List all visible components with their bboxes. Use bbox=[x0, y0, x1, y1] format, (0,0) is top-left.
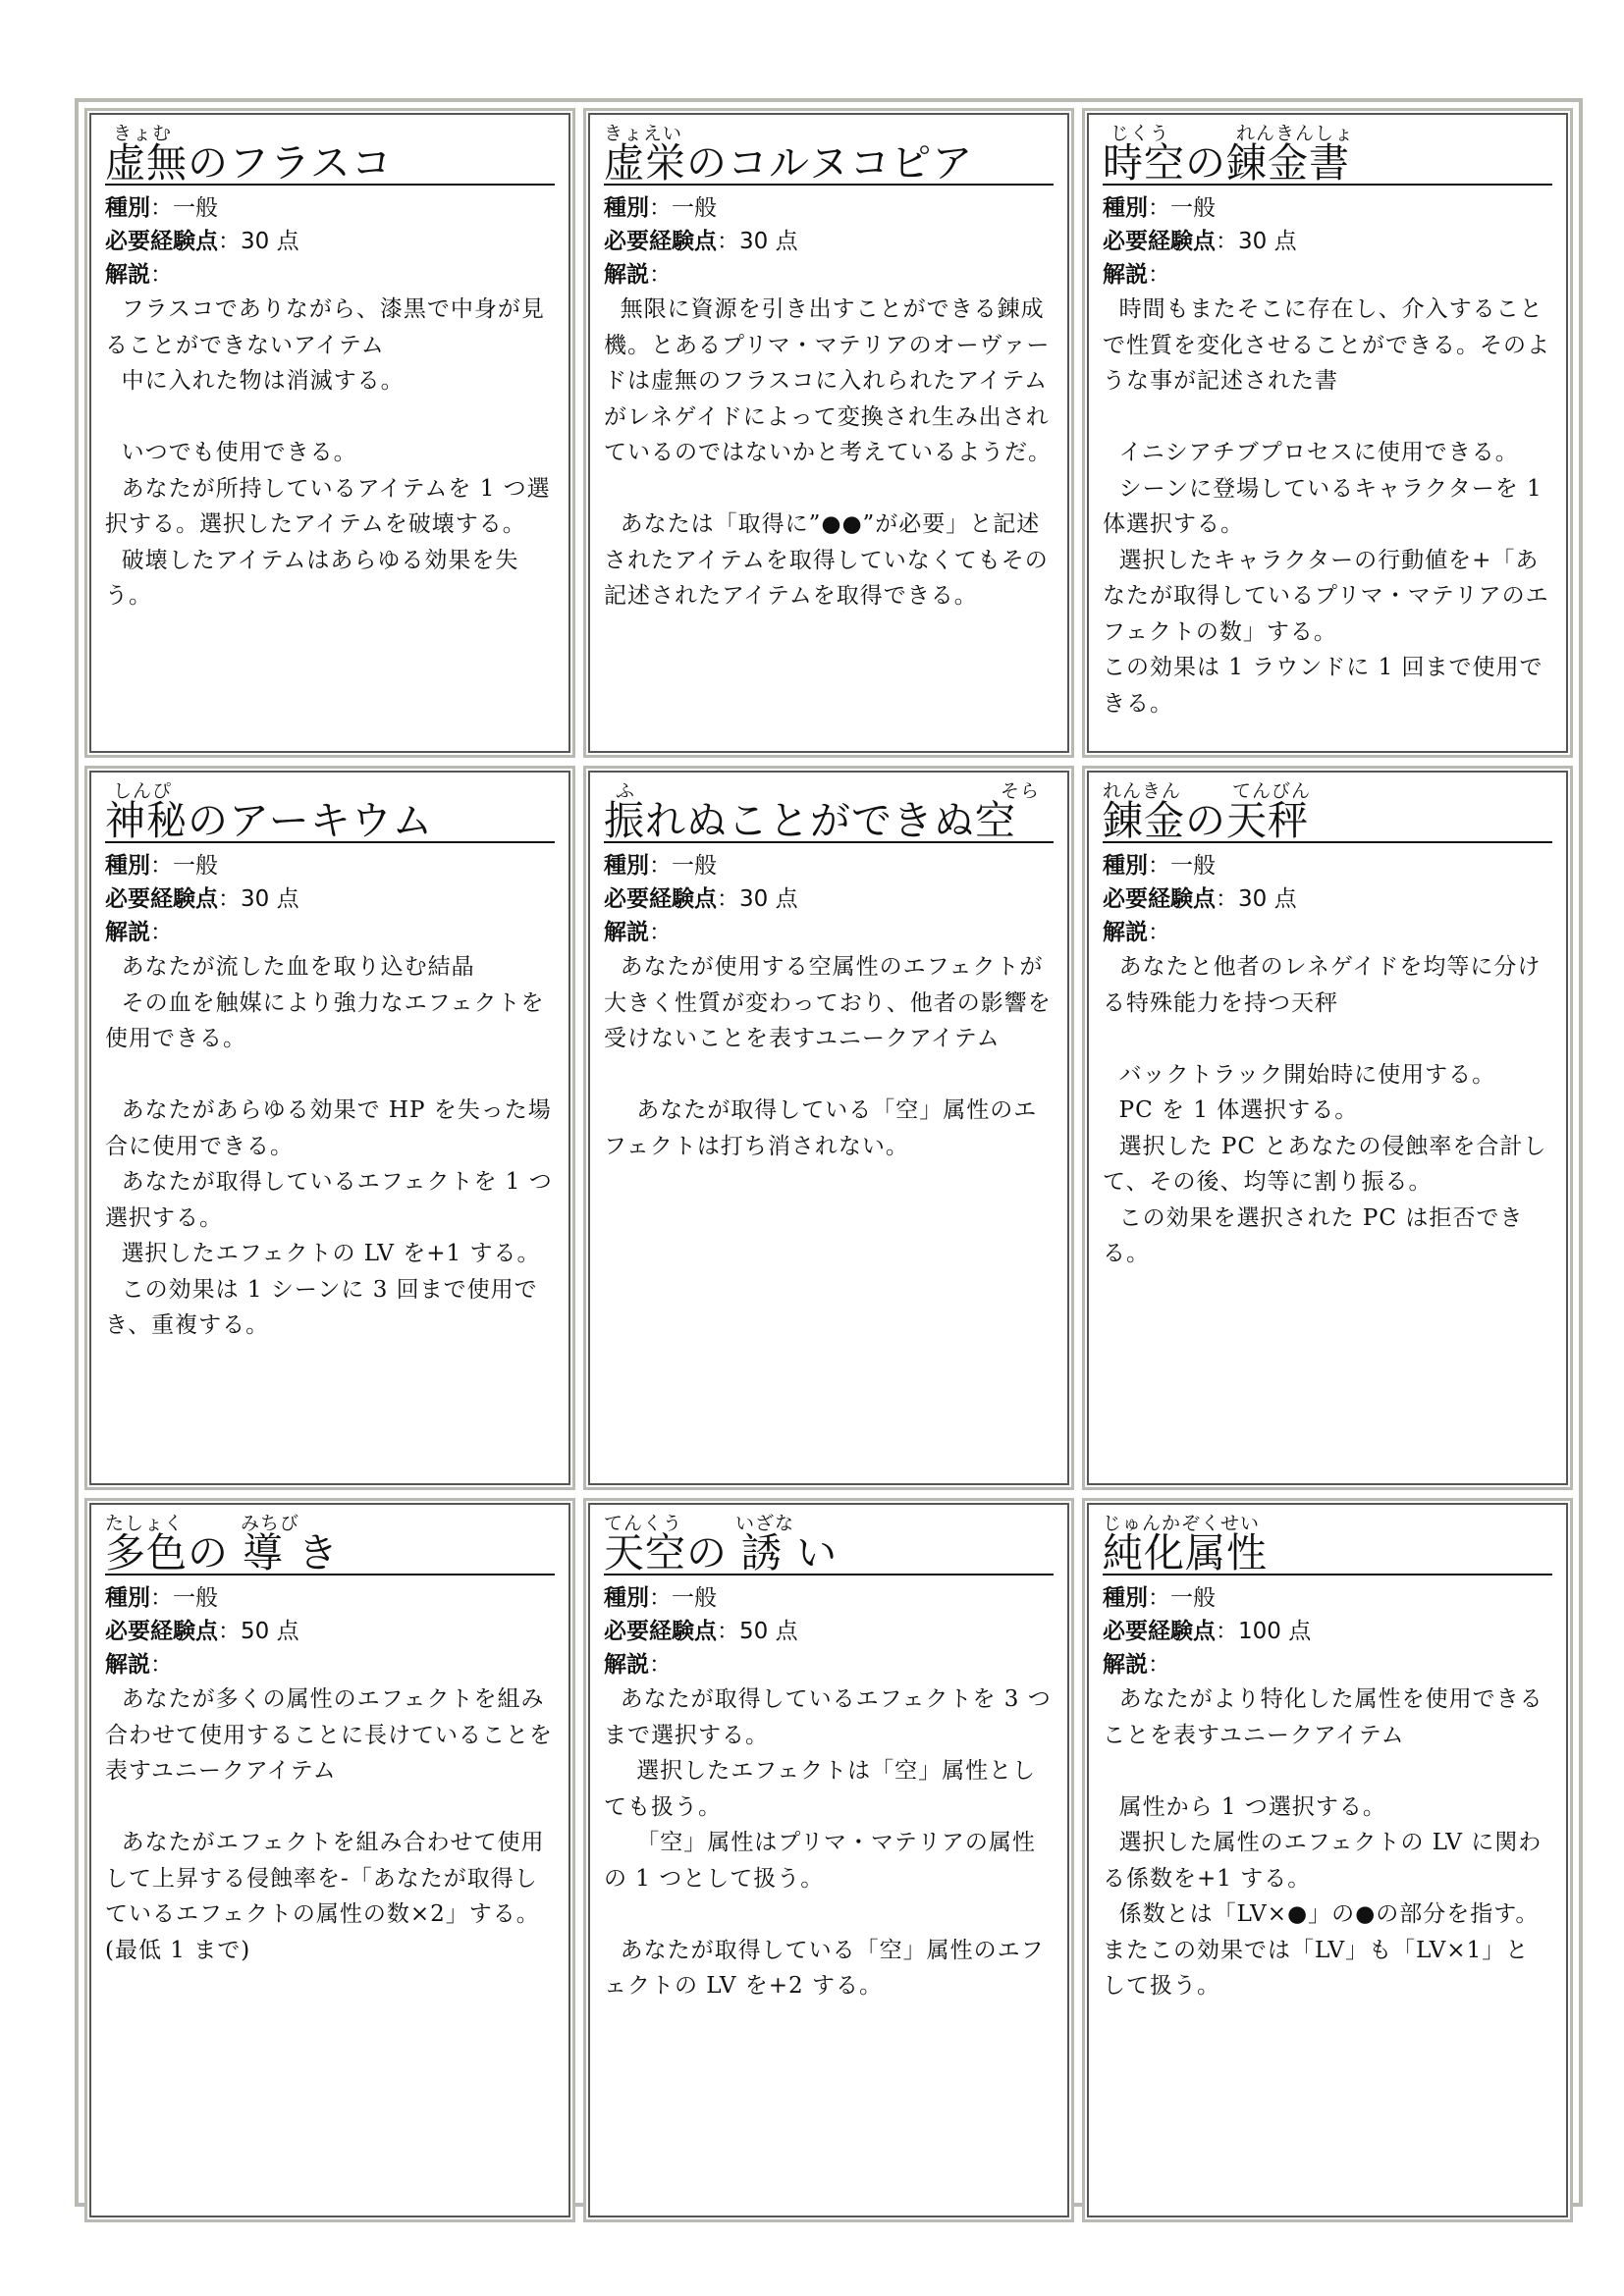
card-title-area bbox=[1103, 782, 1552, 843]
title-ruby: きょえい bbox=[604, 123, 683, 144]
card-title-area bbox=[105, 782, 555, 843]
card-description: あなたが使用する空属性のエフェクトが大きく性質が変わっており、他者の影響を受けないことを表すユニークアイテム あなたが取得している「空」属性のエフェクトは打ち消されない。 bbox=[604, 954, 1052, 1159]
card-desc-line bbox=[1103, 1648, 1552, 1682]
title-ruby: じくう bbox=[1110, 123, 1170, 144]
card-type-line bbox=[1103, 191, 1552, 225]
type-value: 一般 bbox=[672, 195, 717, 221]
exp-value: 100 点 bbox=[1238, 1619, 1312, 1644]
exp-label: 必要経験点 bbox=[105, 886, 218, 912]
card-exp-line bbox=[105, 1615, 555, 1648]
exp-sep: ： bbox=[218, 229, 241, 254]
type-label: 種別 bbox=[604, 853, 649, 879]
type-value: 一般 bbox=[1170, 1585, 1216, 1611]
type-sep: ： bbox=[150, 853, 173, 879]
card-title: 振れぬことができぬ空 bbox=[604, 797, 1016, 844]
card-exp-line bbox=[105, 225, 555, 258]
item-card bbox=[583, 108, 1074, 758]
exp-label: 必要経験点 bbox=[1103, 229, 1216, 254]
type-sep: ： bbox=[1148, 195, 1170, 221]
card-description: あなたが流した血を取り込む結晶 その血を触媒により強力なエフェクトを使用できる。 あなたがあらゆる効果で HP を失った場合に使用できる。 あなたが取得しているエフェクトを 1 つ選択する。 選択したエフェクトの LV を+1 する。 この効果は 1 シーンに 3 回まで使用でき、重複する。 bbox=[105, 954, 553, 1338]
title-ruby: れんきんしょ bbox=[1236, 123, 1355, 144]
title-ruby: たしょく bbox=[105, 1513, 185, 1534]
desc-label: 解説 bbox=[105, 1652, 150, 1678]
desc-label: 解説 bbox=[105, 920, 150, 945]
exp-label: 必要経験点 bbox=[1103, 1619, 1216, 1644]
card-title: 虚無のフラスコ bbox=[105, 139, 393, 187]
card-title: 多色の 導 き bbox=[105, 1529, 340, 1576]
type-sep: ： bbox=[649, 853, 672, 879]
card-title-area bbox=[604, 125, 1054, 186]
type-label: 種別 bbox=[1103, 195, 1148, 221]
card-desc-line bbox=[1103, 258, 1552, 292]
desc-label: 解説 bbox=[1103, 1652, 1148, 1678]
card-exp-line bbox=[1103, 1615, 1552, 1648]
exp-sep: ： bbox=[717, 229, 739, 254]
card-description: 時間もまたそこに存在し、介入することで性質を変化させることができる。そのような事が記述された書 イニシアチブプロセスに使用できる。 シーンに登場しているキャラクターを 1 体選択する。 選択したキャラクターの行動値を+「あなたが取得しているプリマ・マテリアのエフェクトの数」する。 この効果は 1 ラウンドに 1 回まで使用できる。 bbox=[1103, 296, 1550, 717]
desc-sep: ： bbox=[1148, 1652, 1170, 1678]
card-type-line bbox=[1103, 1581, 1552, 1615]
card-type-line bbox=[105, 1581, 555, 1615]
card-desc-line bbox=[105, 916, 555, 949]
desc-label: 解説 bbox=[1103, 920, 1148, 945]
card-description: あなたがより特化した属性を使用できることを表すユニークアイテム 属性から 1 つ選択する。 選択した属性のエフェクトの LV に関わる係数を+1 する。 係数とは「LV×●」の●の部分を指す。またこの効果では「LV」も「LV×1」として扱う。 bbox=[1103, 1686, 1543, 1999]
item-card bbox=[84, 766, 575, 1490]
title-ruby: じゅんかぞくせい bbox=[1103, 1513, 1261, 1534]
card-exp-line bbox=[1103, 882, 1552, 916]
desc-sep: ： bbox=[649, 1652, 672, 1678]
card-exp-line bbox=[105, 882, 555, 916]
card-description: あなたが多くの属性のエフェクトを組み合わせて使用することに長けていることを表すユニークアイテム あなたがエフェクトを組み合わせて使用して上昇する侵蝕率を-「あなたが取得しているエフェクトの属性の数×2」する。(最低 1 まで) bbox=[105, 1686, 553, 1963]
title-ruby: てんくう bbox=[604, 1513, 683, 1534]
type-value: 一般 bbox=[672, 853, 717, 879]
desc-label: 解説 bbox=[1103, 262, 1148, 288]
exp-value: 30 点 bbox=[739, 886, 798, 912]
card-title-area bbox=[604, 1515, 1054, 1575]
exp-value: 50 点 bbox=[739, 1619, 798, 1644]
card-description: あなたが取得しているエフェクトを 3 つまで選択する。 選択したエフェクトは「空」属性としても扱う。 「空」属性はプリマ・マテリアの属性の 1 つとして扱う。 あなたが取得している「空」属性のエフェクトの LV を+2 する。 bbox=[604, 1686, 1052, 1999]
card-type-line bbox=[604, 1581, 1054, 1615]
desc-sep: ： bbox=[649, 920, 672, 945]
card-title: 天空の 誘 い bbox=[604, 1529, 839, 1576]
item-card bbox=[583, 1498, 1074, 2222]
card-type-line bbox=[105, 849, 555, 882]
card-title-area bbox=[105, 125, 555, 186]
card-description: フラスコでありながら、漆黒で中身が見ることができないアイテム 中に入れた物は消滅する。 いつでも使用できる。 あなたが所持しているアイテムを 1 つ選択する。選択したアイテムを破壊する。 破壊したアイテムはあらゆる効果を失う。 bbox=[105, 296, 551, 609]
title-ruby: みちび bbox=[241, 1513, 300, 1534]
card-desc-line bbox=[105, 1648, 555, 1682]
desc-label: 解説 bbox=[604, 1652, 649, 1678]
exp-sep: ： bbox=[1216, 229, 1238, 254]
card-description: 無限に資源を引き出すことができる錬成機。とあるプリマ・マテリアのオーヴァードは虚無のフラスコに入れられたアイテムがレネゲイドによって変換され生み出されているのではないかと考えているようだ。 あなたは「取得に”●●”が必要」と記述されたアイテムを取得していなくてもその記述されたアイテムを取得できる。 bbox=[604, 296, 1052, 609]
title-ruby: そら bbox=[1001, 780, 1041, 802]
exp-sep: ： bbox=[218, 886, 241, 912]
desc-sep: ： bbox=[1148, 262, 1170, 288]
card-title-area bbox=[1103, 125, 1552, 186]
type-sep: ： bbox=[150, 1585, 173, 1611]
exp-value: 30 点 bbox=[241, 886, 299, 912]
card-description: あなたと他者のレネゲイドを均等に分ける特殊能力を持つ天秤 バックトラック開始時に使用する。 PC を 1 体選択する。 選択した PC とあなたの侵蝕率を合計して、その後、均等に割り振る。 この効果を選択された PC は拒否できる。 bbox=[1103, 954, 1547, 1266]
type-value: 一般 bbox=[173, 853, 218, 879]
exp-value: 30 点 bbox=[739, 229, 798, 254]
card-title: 錬金の天秤 bbox=[1103, 797, 1309, 844]
exp-label: 必要経験点 bbox=[105, 229, 218, 254]
title-ruby: しんぴ bbox=[113, 780, 173, 802]
item-card bbox=[84, 108, 575, 758]
card-desc-line bbox=[604, 916, 1054, 949]
exp-sep: ： bbox=[717, 886, 739, 912]
card-exp-line bbox=[604, 882, 1054, 916]
type-label: 種別 bbox=[105, 853, 150, 879]
type-value: 一般 bbox=[173, 195, 218, 221]
type-label: 種別 bbox=[604, 195, 649, 221]
type-sep: ： bbox=[150, 195, 173, 221]
title-ruby: ふ bbox=[616, 780, 636, 802]
type-value: 一般 bbox=[672, 1585, 717, 1611]
card-exp-line bbox=[604, 225, 1054, 258]
card-title: 時空の錬金書 bbox=[1103, 139, 1350, 187]
exp-label: 必要経験点 bbox=[1103, 886, 1216, 912]
item-card bbox=[1082, 108, 1573, 758]
type-label: 種別 bbox=[105, 1585, 150, 1611]
card-title: 神秘のアーキウム bbox=[105, 797, 434, 844]
desc-label: 解説 bbox=[105, 262, 150, 288]
exp-sep: ： bbox=[717, 1619, 739, 1644]
item-card bbox=[84, 1498, 575, 2222]
card-type-line bbox=[604, 849, 1054, 882]
type-value: 一般 bbox=[1170, 853, 1216, 879]
card-title: 虚栄のコルヌコピア bbox=[604, 139, 974, 187]
type-value: 一般 bbox=[173, 1585, 218, 1611]
desc-sep: ： bbox=[150, 262, 173, 288]
item-card bbox=[583, 766, 1074, 1490]
desc-label: 解説 bbox=[604, 262, 649, 288]
title-ruby: れんきん bbox=[1103, 780, 1182, 802]
desc-sep: ： bbox=[649, 262, 672, 288]
card-title-area bbox=[105, 1515, 555, 1575]
card-title: 純化属性 bbox=[1103, 1529, 1268, 1576]
type-sep: ： bbox=[1148, 1585, 1170, 1611]
type-label: 種別 bbox=[1103, 1585, 1148, 1611]
card-desc-line bbox=[604, 1648, 1054, 1682]
desc-sep: ： bbox=[150, 920, 173, 945]
card-type-line bbox=[604, 191, 1054, 225]
exp-value: 30 点 bbox=[1238, 229, 1297, 254]
type-label: 種別 bbox=[105, 195, 150, 221]
desc-sep: ： bbox=[150, 1652, 173, 1678]
card-title-area bbox=[1103, 1515, 1552, 1575]
card-desc-line bbox=[1103, 916, 1552, 949]
type-sep: ： bbox=[649, 195, 672, 221]
exp-value: 30 点 bbox=[241, 229, 299, 254]
card-exp-line bbox=[1103, 225, 1552, 258]
type-sep: ： bbox=[1148, 853, 1170, 879]
exp-label: 必要経験点 bbox=[604, 229, 717, 254]
type-sep: ： bbox=[649, 1585, 672, 1611]
title-ruby: いざな bbox=[735, 1513, 795, 1534]
card-type-line bbox=[1103, 849, 1552, 882]
exp-label: 必要経験点 bbox=[105, 1619, 218, 1644]
type-value: 一般 bbox=[1170, 195, 1216, 221]
title-ruby: てんびん bbox=[1232, 780, 1312, 802]
exp-value: 50 点 bbox=[241, 1619, 299, 1644]
exp-label: 必要経験点 bbox=[604, 1619, 717, 1644]
desc-label: 解説 bbox=[604, 920, 649, 945]
item-card-sheet bbox=[75, 98, 1583, 2207]
item-card bbox=[1082, 766, 1573, 1490]
card-desc-line bbox=[105, 258, 555, 292]
card-grid bbox=[79, 102, 1579, 2203]
desc-sep: ： bbox=[1148, 920, 1170, 945]
card-desc-line bbox=[604, 258, 1054, 292]
title-ruby: きょむ bbox=[113, 123, 173, 144]
exp-sep: ： bbox=[218, 1619, 241, 1644]
type-label: 種別 bbox=[1103, 853, 1148, 879]
type-label: 種別 bbox=[604, 1585, 649, 1611]
exp-sep: ： bbox=[1216, 1619, 1238, 1644]
card-exp-line bbox=[604, 1615, 1054, 1648]
exp-sep: ： bbox=[1216, 886, 1238, 912]
card-type-line bbox=[105, 191, 555, 225]
item-card bbox=[1082, 1498, 1573, 2222]
exp-value: 30 点 bbox=[1238, 886, 1297, 912]
exp-label: 必要経験点 bbox=[604, 886, 717, 912]
card-title-area bbox=[604, 782, 1054, 843]
